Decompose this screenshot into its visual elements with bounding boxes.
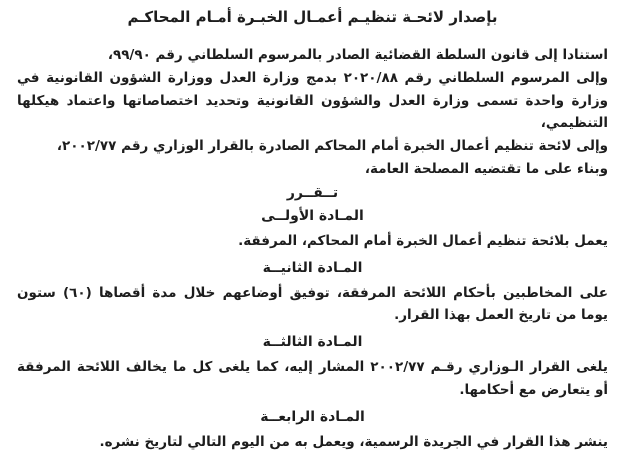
article-1-body: يعمل بلائحة تنظيم أعمال الخبرة أمام المحاكم، المرفقة. [238,232,608,249]
article-4 [17,408,608,454]
article-2 [17,259,608,328]
article-3-heading: المـادة الثالثــة [262,334,363,351]
article-2-heading: المـادة الثانيــة [262,259,363,276]
preamble-clause-2: وإلى المرسوم السلطاني رقم ٢٠٢٠/٨٨ بدمج وزارة العدل ووزارة الشؤون القانونية في وزارة واحدة تسمى وزارة العدل والشؤون القانونية وتحديد اختصاصاتها واعتماد هيكلها التنظيمي، [17,69,608,132]
preamble-section [17,44,608,181]
article-3 [17,333,608,402]
preamble-clause-1: استنادا إلى قانون السلطة القضائية الصادر بالمرسوم السلطاني رقم ٩٩/٩٠، [107,47,608,63]
preamble-clause-4: وبناء على ما تقتضيه المصلحة العامة، [364,160,608,177]
article-1 [17,207,608,253]
decision-word-heading: تــقــرر [286,184,339,201]
article-2-body: على المخاطبين بأحكام اللائحة المرفقة، توفيق أوضاعهم خلال مدة أقصاها (٦٠) ستون يوما من تاريخ العمل بهذا القرار. [17,284,608,324]
article-3-body: يلغى القرار الـوزاري رقـم ٢٠٠٢/٧٧ المشار إليه، كما يلغى كل ما يخالف اللائحة المرفقة أو يتعارض مع أحكامها. [17,359,609,398]
document-title: بإصدار لائحـة تنظيـم أعمـال الخبـرة أمـام المحاكـم [127,8,498,26]
article-4-body: ينشر هذا القرار في الجريدة الرسمية، ويعمل به من اليوم التالي لتاريخ نشره. [99,433,608,450]
article-1-heading: المـادة الأولــى [261,207,364,224]
article-4-heading: المـادة الرابعــة [260,408,365,425]
preamble-clause-3: وإلى لائحة تنظيم أعمال الخبرة أمام المحاكم الصادرة بالقرار الوزاري رقم ٢٠٠٢/٧٧، [56,138,608,155]
